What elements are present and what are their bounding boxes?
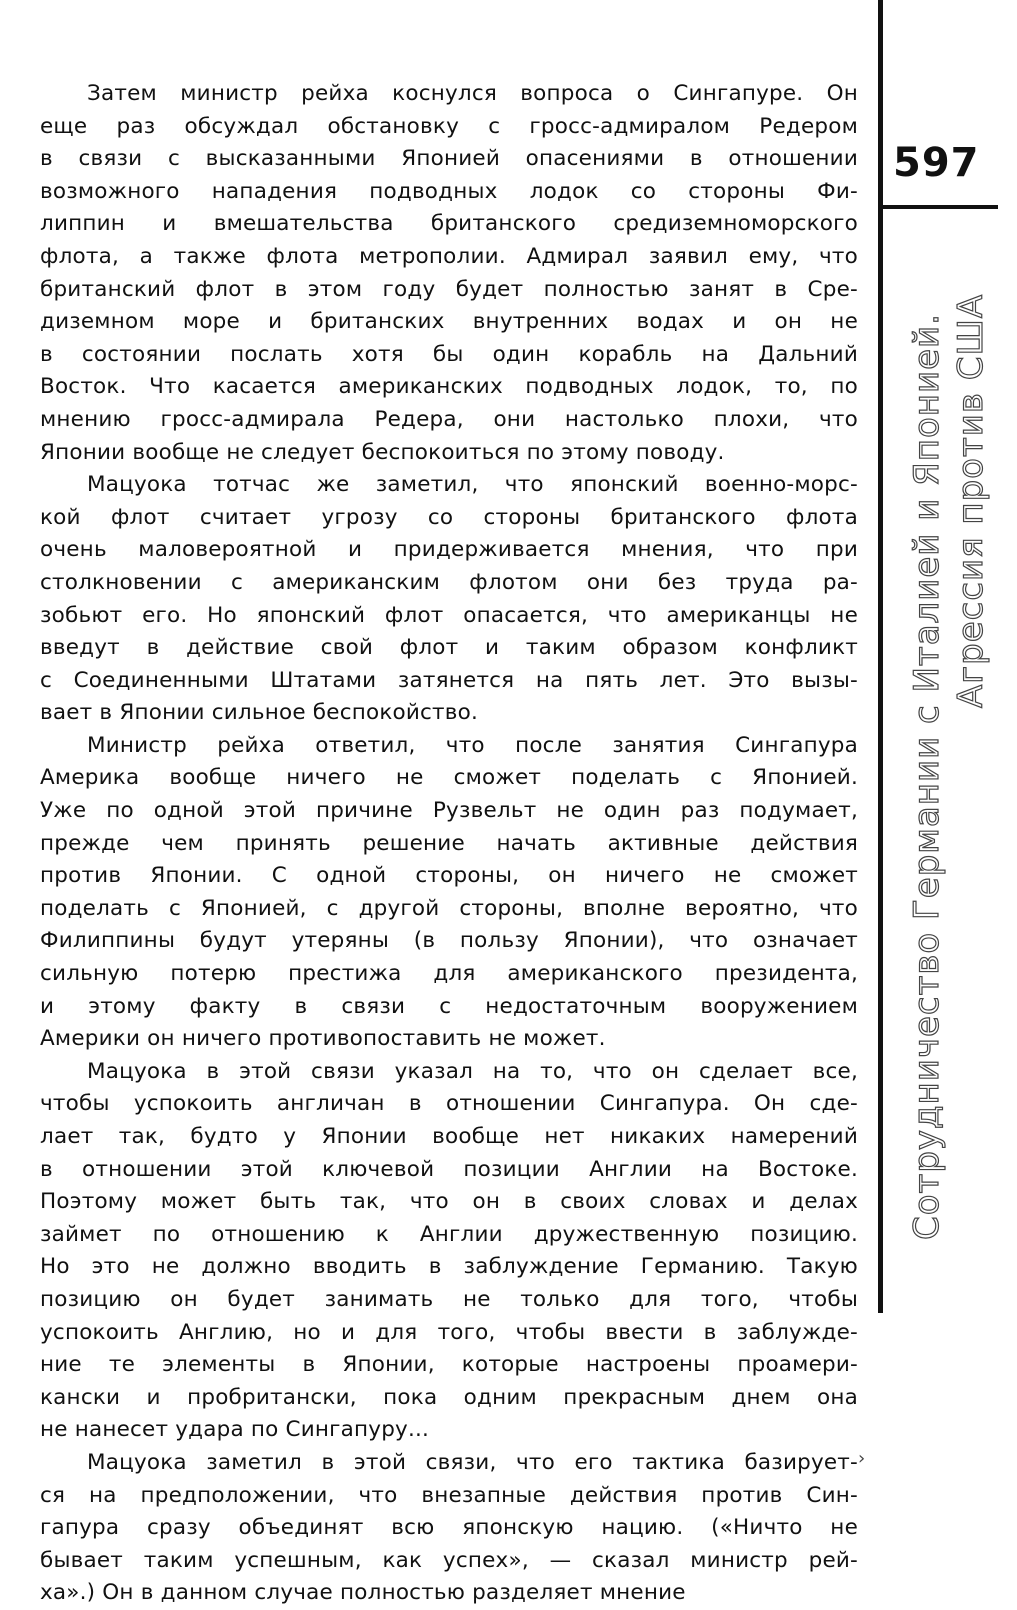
running-head-line-2: Агрессия против США xyxy=(951,293,991,708)
text-line: Америки он ничего противопоставить не может. xyxy=(40,1026,606,1052)
text-line: Мацуока заметил в этой связи, что его тактика базирует- xyxy=(87,1449,858,1475)
text-line: против Японии. С одной стороны, он ничего не сможет xyxy=(40,863,858,889)
text-line: кански и пробритански, пока одним прекрасным днем она xyxy=(40,1384,858,1410)
text-line: позицию он будет занимать не только для того, чтобы xyxy=(40,1286,858,1312)
text-line: возможного нападения подводных лодок со стороны Фи- xyxy=(40,178,858,204)
running-head-line-1: Сотрудничество Германии с Италией и Японией. xyxy=(907,313,947,1240)
text-line: займет по отношению к Англии дружественную позицию. xyxy=(40,1221,858,1247)
text-line: очень маловероятной и придерживается мнения, что при xyxy=(40,537,858,563)
text-line: Поэтому может быть так, что он в своих словах и делах xyxy=(40,1189,858,1215)
text-line: диземном море и британских внутренних водах и он не xyxy=(40,309,858,335)
text-line: бывает таким успешным, как успех», — сказал министр рей- xyxy=(40,1547,858,1573)
text-line: и этому факту в связи с недостаточным вооружением xyxy=(40,993,858,1019)
text-line: зобьют его. Но японский флот опасается, что американцы не xyxy=(40,602,858,628)
paragraph xyxy=(40,1447,858,1610)
page-number: 597 xyxy=(893,140,980,186)
text-line: ние те элементы в Японии, которые настроены проамери- xyxy=(40,1352,858,1378)
text-line: кой флот считает угрозу со стороны британского флота xyxy=(40,504,858,530)
text-line: липпин и вмешательства британского средиземноморского xyxy=(40,211,858,237)
text-line: Мацуока в этой связи указал на то, что он сделает все, xyxy=(87,1058,858,1084)
text-line: Филиппины будут утеряны (в пользу Японии), что означает xyxy=(40,928,858,954)
text-line: чтобы успокоить англичан в отношении Сингапура. Он сде- xyxy=(40,1091,858,1117)
text-line: в связи с высказанными Японией опасениями в отношении xyxy=(40,146,858,172)
text-line: Затем министр рейха коснулся вопроса о Сингапуре. Он xyxy=(87,81,858,106)
page-number-rule xyxy=(878,205,998,209)
paragraph xyxy=(40,730,858,1056)
text-line: флота, а также флота метрополии. Адмирал заявил ему, что xyxy=(40,243,858,269)
running-head xyxy=(905,230,995,1240)
text-line: Министр рейха ответил, что после занятия Сингапура xyxy=(87,732,858,758)
text-line: успокоить Англию, но и для того, чтобы ввести в заблужде- xyxy=(40,1319,858,1345)
text-line: гапура сразу объединят всю японскую нацию. («Ничто не xyxy=(40,1515,858,1541)
text-line: введут в действие свой флот и таким образом конфликт xyxy=(40,635,858,661)
text-line: не нанесет удара по Сингапуру... xyxy=(40,1417,430,1443)
text-line: сильную потерю престижа для американского президента, xyxy=(40,961,858,987)
text-line: Восток. Что касается американских подводных лодок, то, по xyxy=(40,374,858,400)
text-line: столкновении с американским флотом они без труда ра- xyxy=(40,569,858,595)
print-speck: › xyxy=(858,1448,866,1469)
paragraph xyxy=(40,78,858,469)
text-line: вает в Японии сильное беспокойство. xyxy=(40,700,479,726)
text-line: Америка вообще ничего не сможет поделать с Японией. xyxy=(40,765,858,791)
text-line: Мацуока тотчас же заметил, что японский военно-морс- xyxy=(87,472,858,498)
text-line: Но это не должно вводить в заблуждение Германию. Такую xyxy=(40,1254,858,1280)
text-line: британский флот в этом году будет полностью занят в Сре- xyxy=(40,276,858,302)
text-line: ся на предположении, что внезапные действия против Син- xyxy=(40,1482,858,1508)
text-line: ха».) Он в данном случае полностью разделяет мнение xyxy=(40,1580,686,1606)
text-line: в состоянии послать хотя бы один корабль на Дальний xyxy=(40,341,858,367)
text-line: в отношении этой ключевой позиции Англии на Востоке. xyxy=(40,1156,858,1182)
text-line: с Соединенными Штатами затянется на пять лет. Это вызы- xyxy=(40,667,858,693)
text-line: прежде чем принять решение начать активные действия xyxy=(40,830,858,856)
paragraph xyxy=(40,1056,858,1447)
text-line: еще раз обсуждал обстановку с гросс-адмиралом Редером xyxy=(40,113,858,139)
text-line: мнению гросс-адмирала Редера, они настолько плохи, что xyxy=(40,406,858,432)
text-line: лает так, будто у Японии вообще нет никаких намерений xyxy=(40,1124,858,1149)
text-line: поделать с Японией, с другой стороны, вполне вероятно, что xyxy=(40,895,858,921)
margin-vertical-rule xyxy=(878,0,883,1313)
text-line: Японии вообще не следует беспокоиться по этому поводу. xyxy=(40,439,725,465)
main-text-column xyxy=(40,78,858,1610)
paragraph xyxy=(40,469,858,730)
text-line: Уже по одной этой причине Рузвельт не один раз подумает, xyxy=(40,798,858,824)
